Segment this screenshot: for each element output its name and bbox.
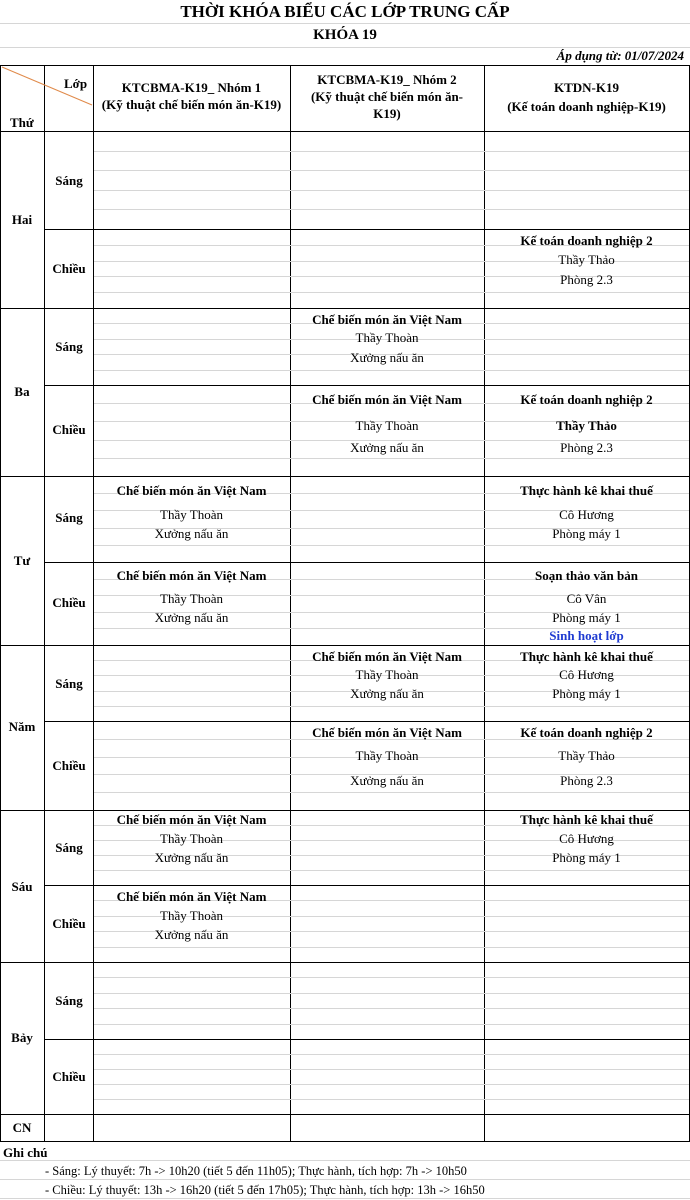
- session-label-hai-sang: Sáng: [55, 173, 83, 188]
- session-label-hai-chieu: Chiều: [52, 261, 86, 276]
- session-label-nam-sang: Sáng: [55, 676, 83, 691]
- day-label-nam: Năm: [8, 719, 36, 734]
- session-label-ba-sang: Sáng: [55, 339, 83, 354]
- session-label-nam-chieu: Chiều: [52, 758, 86, 773]
- corner-day-label: Thứ: [10, 115, 34, 130]
- grid-row-line: [94, 209, 689, 210]
- grid-row-line: [94, 292, 689, 293]
- grid-row-line: [94, 545, 689, 546]
- session-label-bay-sang: Sáng: [55, 993, 83, 1008]
- day-label-sau: Sáu: [11, 879, 33, 894]
- grid-row-line: [94, 792, 689, 793]
- session-label-sau-sang: Sáng: [55, 840, 83, 855]
- grid-row-line: [94, 170, 689, 171]
- page-subtitle: KHÓA 19: [313, 27, 377, 43]
- page-title: THỜI KHÓA BIỂU CÁC LỚP TRUNG CẤP: [180, 2, 510, 21]
- grid-row-line: [94, 993, 689, 994]
- day-label-tu: Tư: [13, 553, 31, 568]
- corner-class-label: Lớp: [64, 76, 88, 91]
- notes-line-morning: - Sáng: Lý thuyết: 7h -> 10h20 (tiết 5 đến 11h05); Thực hành, tích hợp: 7h -> 10h50: [45, 1164, 467, 1178]
- grid-row-line: [94, 190, 689, 191]
- class-activity-note: Sinh hoạt lớp: [549, 628, 624, 643]
- session-label-tu-chieu: Chiều: [52, 595, 86, 610]
- apply-date: Áp dụng từ: 01/07/2024: [556, 48, 684, 63]
- session-label-ba-chieu: Chiều: [52, 422, 86, 437]
- grid-row-line: [94, 1008, 689, 1009]
- day-label-bay: Bảy: [11, 1030, 33, 1045]
- notes-title: Ghi chú: [3, 1145, 48, 1160]
- session-label-bay-chieu: Chiều: [52, 1069, 86, 1084]
- day-label-cn: CN: [12, 1120, 32, 1135]
- grid-row-line: [94, 151, 689, 152]
- grid-row-line: [94, 458, 689, 459]
- grid-row-line: [94, 1054, 689, 1055]
- grid-row-line: [94, 706, 689, 707]
- notes-line-afternoon: - Chiều: Lý thuyết: 13h -> 16h20 (tiết 5 đến 17h05); Thực hành, tích hợp: 13h -> 16h50: [45, 1183, 485, 1197]
- day-label-ba: Ba: [14, 384, 30, 399]
- grid-row-line: [94, 977, 689, 978]
- grid-row-line: [94, 870, 689, 871]
- grid-row-line: [94, 947, 689, 948]
- grid-row-line: [94, 1084, 689, 1085]
- session-label-sau-chieu: Chiều: [52, 916, 86, 931]
- grid-row-line: [94, 370, 689, 371]
- day-label-hai: Hai: [11, 212, 33, 227]
- session-label-tu-sang: Sáng: [55, 510, 83, 525]
- grid-row-line: [94, 1069, 689, 1070]
- grid-row-line: [94, 1099, 689, 1100]
- grid-row-line: [94, 1024, 689, 1025]
